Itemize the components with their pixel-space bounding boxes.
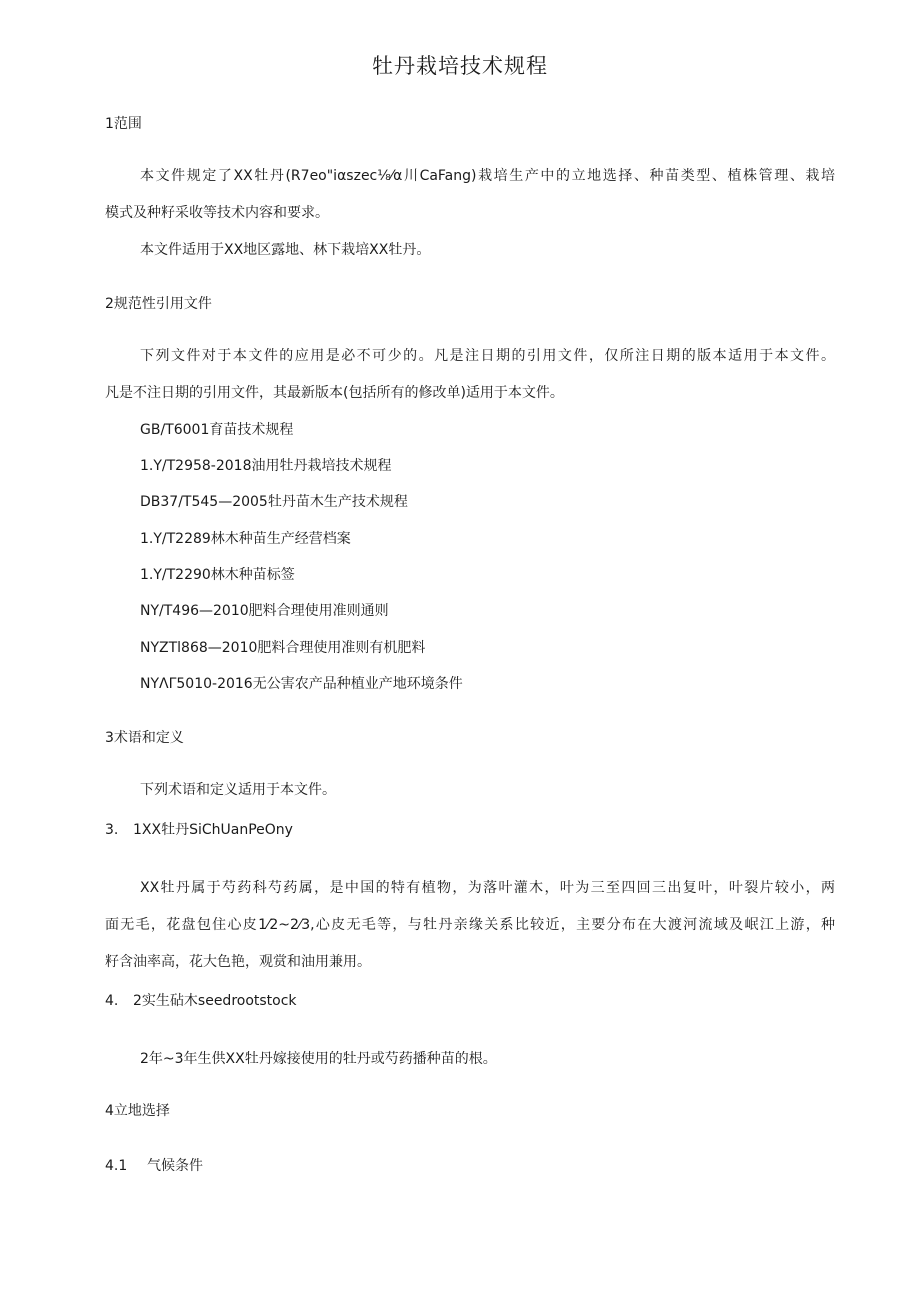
references-intro-line-2: 凡是不注日期的引用文件，其最新版本(包括所有的修改单)适用于本文件。 [105,385,564,401]
page-title: 牡丹栽培技术规程 [372,54,548,78]
subsection-4-1-number: 4.1 [105,1158,128,1174]
term-2-label: 2实生砧木seedrootstock [133,993,297,1009]
reference-item: DB37/T545—2005牡丹苗木生产技术规程 [140,494,408,510]
reference-item: 1.Y/T2289林木种苗生产经营档案 [140,531,351,547]
term-2-number: 4. [105,993,119,1009]
term-2-definition: 2年~3年生供XX牡丹嫁接使用的牡丹或芍药播种苗的根。 [140,1051,497,1067]
reference-item: NY/T496—2010肥料合理使用准则通则 [140,603,389,619]
reference-item: GB/T6001育苗技术规程 [140,422,294,438]
subsection-4-1-label: 气候条件 [147,1158,203,1174]
section-heading-site-selection: 4立地选择 [105,1103,170,1119]
scope-paragraph-line-2: 模式及种籽采收等技术内容和要求。 [105,205,329,221]
terms-intro-paragraph: 下列术语和定义适用于本文件。 [140,782,336,798]
term-1-definition-line-1: XX牡丹属于芍药科芍药属，是中国的特有植物，为落叶灌木，叶为三至四回三出复叶，叶裂片较小，两 [140,880,835,896]
reference-item: NYΛΓ5010-2016无公害农产品种植业产地环境条件 [140,676,463,692]
references-intro-line-1: 下列文件对于本文件的应用是必不可少的。凡是注日期的引用文件，仅所注日期的版本适用于本文件。 [140,348,835,364]
section-heading-terms-definitions: 3术语和定义 [105,730,184,746]
section-heading-normative-references: 2规范性引用文件 [105,296,212,312]
subsection-4-1-heading [105,1156,203,1176]
term-2-heading [105,991,297,1011]
scope-paragraph-line-1: 本文件规定了XX牡丹(R7eo"iαszec⅛⁄α川CaFang)栽培生产中的立地选择、种苗类型、植株管理、栽培 [140,168,835,184]
scope-applicability-paragraph: 本文件适用于XX地区露地、林下栽培XX牡丹。 [140,242,431,258]
term-1-heading [105,820,293,840]
reference-item: NYZTl868—2010肥料合理使用准则有机肥料 [140,640,426,656]
term-1-definition-line-2: 面无毛，花盘包住心皮1⁄2~2⁄3,心皮无毛等，与牡丹亲缘关系比较近，主要分布在大渡河流域及岷江上游，种 [105,917,835,933]
term-1-label: 1XX牡丹SiChUanPeOny [133,822,293,838]
section-heading-scope: 1范围 [105,116,142,132]
reference-item: 1.Y/T2958-2018油用牡丹栽培技术规程 [140,458,392,474]
term-1-definition-line-3: 籽含油率高，花大色艳，观赏和油用兼用。 [105,954,371,970]
term-1-number: 3. [105,822,119,838]
reference-item: 1.Y/T2290林木种苗标签 [140,567,295,583]
